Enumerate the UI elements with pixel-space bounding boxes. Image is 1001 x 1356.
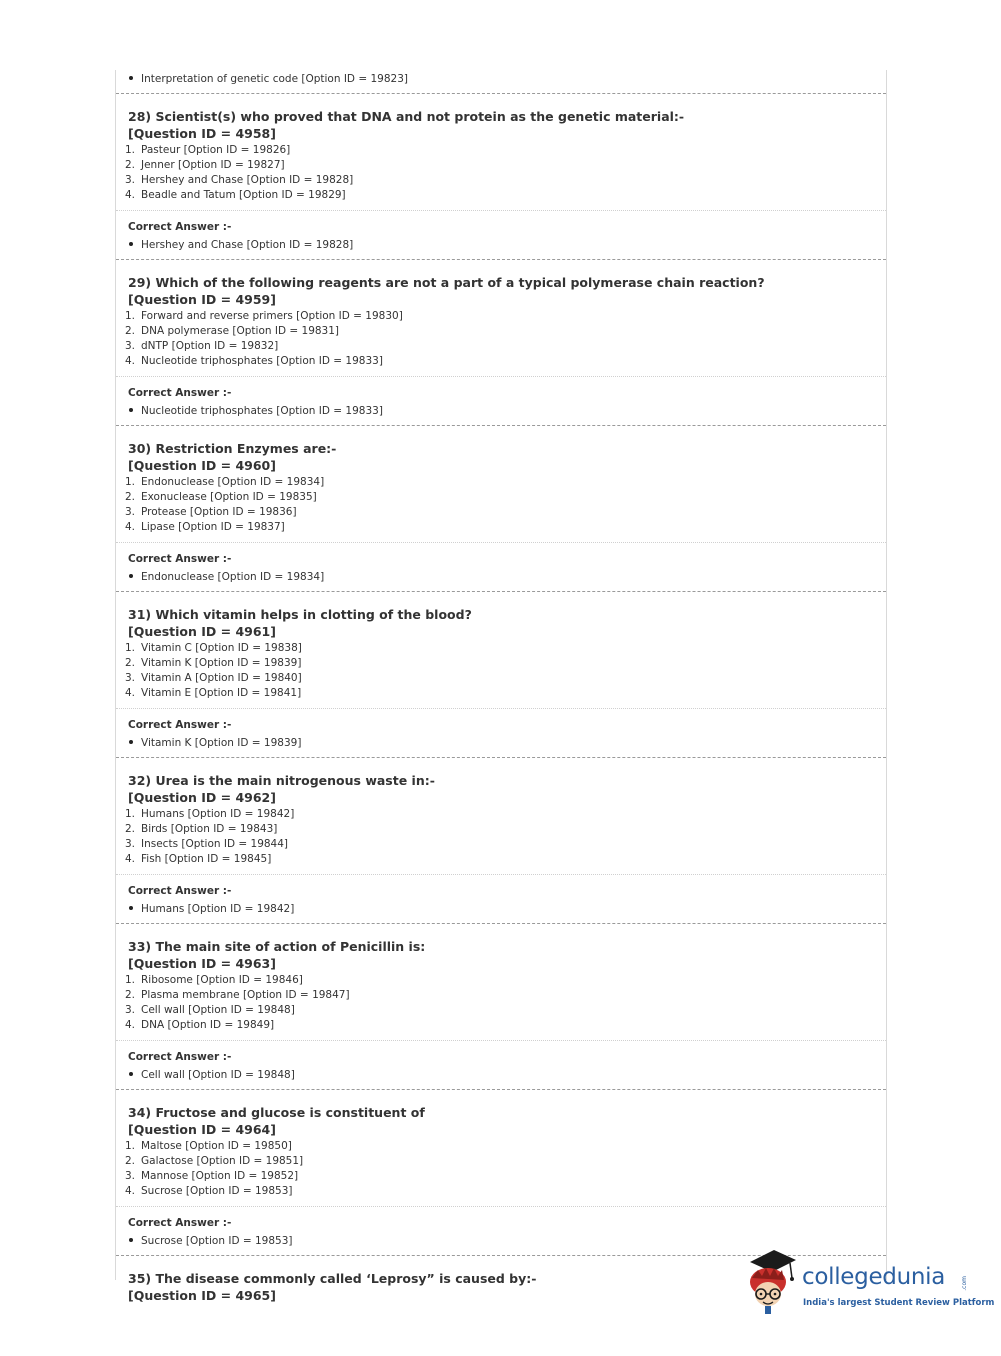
answer-label: Correct Answer :- — [128, 221, 232, 233]
answer-section — [116, 543, 886, 591]
option-item: 4. Fish [Option ID = 19845] — [125, 853, 272, 865]
option-item: 2. Birds [Option ID = 19843] — [125, 823, 278, 835]
option-item: 1. Ribosome [Option ID = 19846] — [125, 974, 303, 986]
question-id: [Question ID = 4959] — [128, 292, 276, 307]
bullet-icon — [129, 242, 133, 246]
option-item: 4. Sucrose [Option ID = 19853] — [125, 1185, 293, 1197]
question-block — [116, 592, 886, 758]
bullet-icon — [129, 1238, 133, 1242]
question-block — [116, 924, 886, 1090]
answer-label: Correct Answer :- — [128, 387, 232, 399]
options-list — [125, 309, 874, 369]
option-item: 3. dNTP [Option ID = 19832] — [125, 340, 279, 352]
option-item: 3. Protease [Option ID = 19836] — [125, 506, 297, 518]
question-title: 35) The disease commonly called ‘Leprosy” is caused by:- — [128, 1271, 537, 1286]
question-id: [Question ID = 4961] — [128, 624, 276, 639]
option-item: 1. Humans [Option ID = 19842] — [125, 808, 295, 820]
option-item: 1. Vitamin C [Option ID = 19838] — [125, 642, 302, 654]
question-block — [116, 94, 886, 260]
question-block — [116, 426, 886, 592]
option-item: 2. Vitamin K [Option ID = 19839] — [125, 657, 302, 669]
bullet-icon — [129, 740, 133, 744]
answer-section — [116, 211, 886, 259]
option-item: 1. Maltose [Option ID = 19850] — [125, 1140, 292, 1152]
question-id: [Question ID = 4965] — [128, 1288, 276, 1303]
option-item: 4. Beadle and Tatum [Option ID = 19829] — [125, 189, 346, 201]
answer-label: Correct Answer :- — [128, 1217, 232, 1229]
question-title: 31) Which vitamin helps in clotting of the blood? — [128, 607, 472, 622]
correct-answer: Nucleotide triphosphates [Option ID = 19833] — [128, 404, 874, 419]
answer-label: Correct Answer :- — [128, 885, 232, 897]
question-title: 34) Fructose and glucose is constituent of — [128, 1105, 425, 1120]
option-item: 4. Vitamin E [Option ID = 19841] — [125, 687, 302, 699]
question-id: [Question ID = 4963] — [128, 956, 276, 971]
brand-suffix: .com — [961, 1276, 968, 1291]
answer-section — [116, 875, 886, 923]
options-list — [125, 475, 874, 535]
mascot-icon — [744, 1248, 798, 1314]
option-item: 3. Mannose [Option ID = 19852] — [125, 1170, 299, 1182]
brand-name: collegedunia — [802, 1264, 946, 1290]
question-title: 32) Urea is the main nitrogenous waste in:- — [128, 773, 435, 788]
question-title: 33) The main site of action of Penicillin is: — [128, 939, 426, 954]
option-item: 3. Insects [Option ID = 19844] — [125, 838, 289, 850]
option-item: 2. DNA polymerase [Option ID = 19831] — [125, 325, 340, 337]
question-title: 28) Scientist(s) who proved that DNA and not protein as the genetic material:- — [128, 109, 685, 124]
answer-section — [116, 1041, 886, 1089]
question-id: [Question ID = 4964] — [128, 1122, 276, 1137]
options-list — [125, 1139, 874, 1199]
option-item: 1. Pasteur [Option ID = 19826] — [125, 144, 291, 156]
option-item: 3. Cell wall [Option ID = 19848] — [125, 1004, 295, 1016]
bullet-icon — [129, 906, 133, 910]
answer-label: Correct Answer :- — [128, 1051, 232, 1063]
option-item: 1. Endonuclease [Option ID = 19834] — [125, 476, 325, 488]
answer-section — [116, 377, 886, 425]
option-item: 4. Lipase [Option ID = 19837] — [125, 521, 285, 533]
answer-section — [116, 709, 886, 757]
option-item: 2. Jenner [Option ID = 19827] — [125, 159, 285, 171]
brand-tagline: India's largest Student Review Platform — [803, 1298, 995, 1308]
question-title: 30) Restriction Enzymes are:- — [128, 441, 337, 456]
question-id: [Question ID = 4960] — [128, 458, 276, 473]
options-list — [125, 143, 874, 203]
option-item: 1. Forward and reverse primers [Option ID = 19830] — [125, 310, 403, 322]
option-item: 2. Galactose [Option ID = 19851] — [125, 1155, 304, 1167]
option-item: 2. Exonuclease [Option ID = 19835] — [125, 491, 317, 503]
question-block — [116, 260, 886, 426]
correct-answer: Humans [Option ID = 19842] — [128, 902, 874, 917]
options-list — [125, 807, 874, 867]
options-list — [125, 641, 874, 701]
option-item: 4. Nucleotide triphosphates [Option ID = 19833] — [125, 355, 383, 367]
bullet-icon — [129, 574, 133, 578]
correct-answer: Vitamin K [Option ID = 19839] — [128, 736, 874, 751]
option-item: 4. DNA [Option ID = 19849] — [125, 1019, 275, 1031]
bullet-icon — [129, 76, 133, 80]
question-block — [116, 758, 886, 924]
answer-label: Correct Answer :- — [128, 553, 232, 565]
options-list — [125, 973, 874, 1033]
answer-label: Correct Answer :- — [128, 719, 232, 731]
correct-answer: Sucrose [Option ID = 19853] — [128, 1234, 874, 1249]
question-id: [Question ID = 4962] — [128, 790, 276, 805]
option-item: 3. Hershey and Chase [Option ID = 19828] — [125, 174, 354, 186]
correct-answer: Hershey and Chase [Option ID = 19828] — [128, 238, 874, 253]
bullet-icon — [129, 1072, 133, 1076]
correct-answer: Cell wall [Option ID = 19848] — [128, 1068, 874, 1083]
question-block — [116, 1090, 886, 1256]
correct-answer: Endonuclease [Option ID = 19834] — [128, 570, 874, 585]
option-item: 3. Vitamin A [Option ID = 19840] — [125, 672, 302, 684]
previous-answer: Interpretation of genetic code [Option ID = 19823] — [116, 70, 886, 94]
question-id: [Question ID = 4958] — [128, 126, 276, 141]
question-title: 29) Which of the following reagents are not a part of a typical polymerase chain reaction? — [128, 275, 765, 290]
option-item: 2. Plasma membrane [Option ID = 19847] — [125, 989, 350, 1001]
bullet-icon — [129, 408, 133, 412]
collegedunia-logo[interactable] — [744, 1248, 995, 1318]
